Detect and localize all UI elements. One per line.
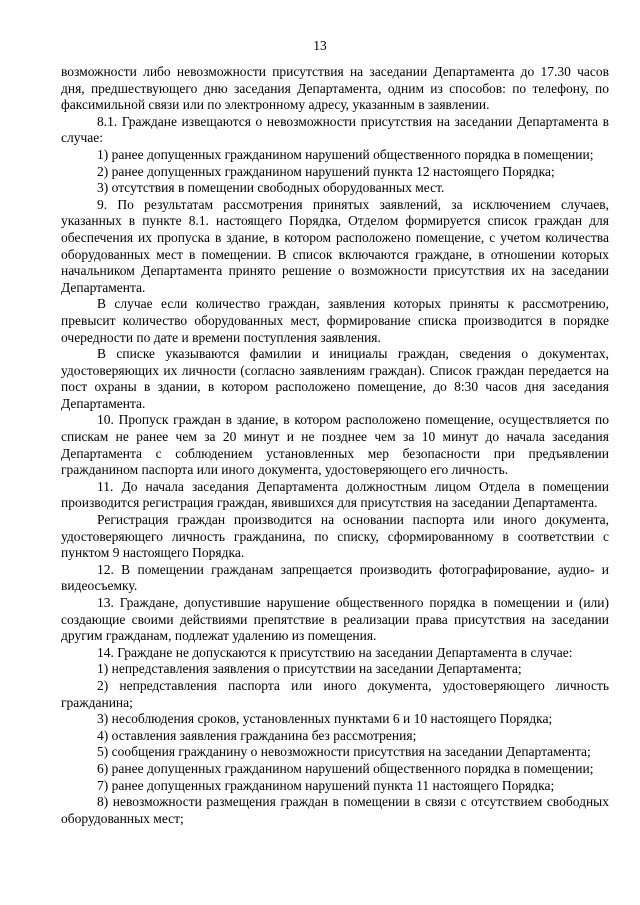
- list-item-14-5: 5) сообщения гражданину о невозможности присутствия на заседании Департамента;: [97, 744, 591, 760]
- list-item-8-1-2: 2) ранее допущенных гражданином нарушений пункта 12 настоящего Порядка;: [97, 163, 555, 179]
- paragraph-13: 13. Граждане, допустившие нарушение общественного порядка в помещении и (или) создающие своими действиями препятствие в реализации права присутствия на заседании другим гражданам, подлежат удалению из помещения.: [61, 595, 609, 644]
- list-item-14-3: 3) несоблюдения сроков, установленных пунктами 6 и 10 настоящего Порядка;: [97, 711, 553, 727]
- list-item-14-6: 6) ранее допущенных гражданином нарушений общественного порядка в помещении;: [97, 760, 594, 776]
- paragraph-9: 9. По результатам рассмотрения принятых заявлений, за исключением случаев, указанных в пункте 8.1. настоящего Порядка, Отделом формируется список граждан для обеспечения их пропуска в здание, в котором расположено помещение, с учетом количества оборудованных мест в помещении. В список включаются граждане, в отношении которых начальником Департамента принято решение о возможности присутствия их на заседании Департамента.: [61, 196, 609, 295]
- paragraph-14: 14. Граждане не допускаются к присутствию на заседании Департамента в случае:: [97, 644, 573, 660]
- paragraph-continuation: возможности либо невозможности присутствия на заседании Департамента до 17.30 часов дня, предшествующего дню заседания Департамента, одним из способов: по телефону, по факсимильной связи или по электронному адресу, указанным в заявлении.: [61, 64, 609, 113]
- paragraph-11-registration: Регистрация граждан производится на основании паспорта или иного документа, удостоверяющего личность гражданина, по списку, сформированному в соответствии с пунктом 9 настоящего Порядка.: [61, 512, 609, 561]
- paragraph-9-list: В списке указываются фамилии и инициалы граждан, сведения о документах, удостоверяющих их личности (согласно заявлениям граждан). Список граждан передается на пост охраны в здании, в котором расположено помещение, до 8:30 часов дня заседания Департамента.: [61, 346, 609, 411]
- paragraph-11: 11. До начала заседания Департамента должностным лицом Отдела в помещении производится регистрация граждан, явившихся для присутствия на заседании Департамента.: [61, 478, 609, 511]
- list-item-8-1-3: 3) отсутствия в помещении свободных оборудованных мест.: [97, 180, 445, 196]
- paragraph-8-1: 8.1. Граждане извещаются о невозможности присутствия на заседании Департамента в случае:: [61, 113, 609, 146]
- page-number: 13: [313, 38, 327, 53]
- document-body: [61, 64, 609, 827]
- paragraph-12: 12. В помещении гражданам запрещается производить фотографирование, аудио- и видеосъемку.: [61, 561, 609, 594]
- paragraph-9-queue: В случае если количество граждан, заявления которых приняты к рассмотрению, превысит количество оборудованных мест, формирование списка производится в порядке очередности по дате и времени поступления заявления.: [61, 296, 609, 345]
- list-item-14-2: 2) непредставления паспорта или иного документа, удостоверяющего личность гражданина;: [61, 677, 609, 710]
- list-item-14-7: 7) ранее допущенных гражданином нарушений пункта 11 настоящего Порядка;: [97, 777, 555, 793]
- paragraph-10: 10. Пропуск граждан в здание, в котором расположено помещение, осуществляется по спискам не ранее чем за 20 минут и не позднее чем за 10 минут до начала заседания Департамента с соблюдением установленных мер безопасности при предъявлении гражданином паспорта или иного документа, удостоверяющего его личность.: [61, 412, 609, 478]
- list-item-14-4: 4) оставления заявления гражданина без рассмотрения;: [97, 727, 417, 743]
- list-item-14-1: 1) непредставления заявления о присутствии на заседании Департамента;: [97, 661, 522, 677]
- list-item-8-1-1: 1) ранее допущенных гражданином нарушений общественного порядка в помещении;: [97, 146, 594, 162]
- list-item-14-8: 8) невозможности размещения граждан в помещении в связи с отсутствием свободных оборудованных мест;: [61, 794, 609, 826]
